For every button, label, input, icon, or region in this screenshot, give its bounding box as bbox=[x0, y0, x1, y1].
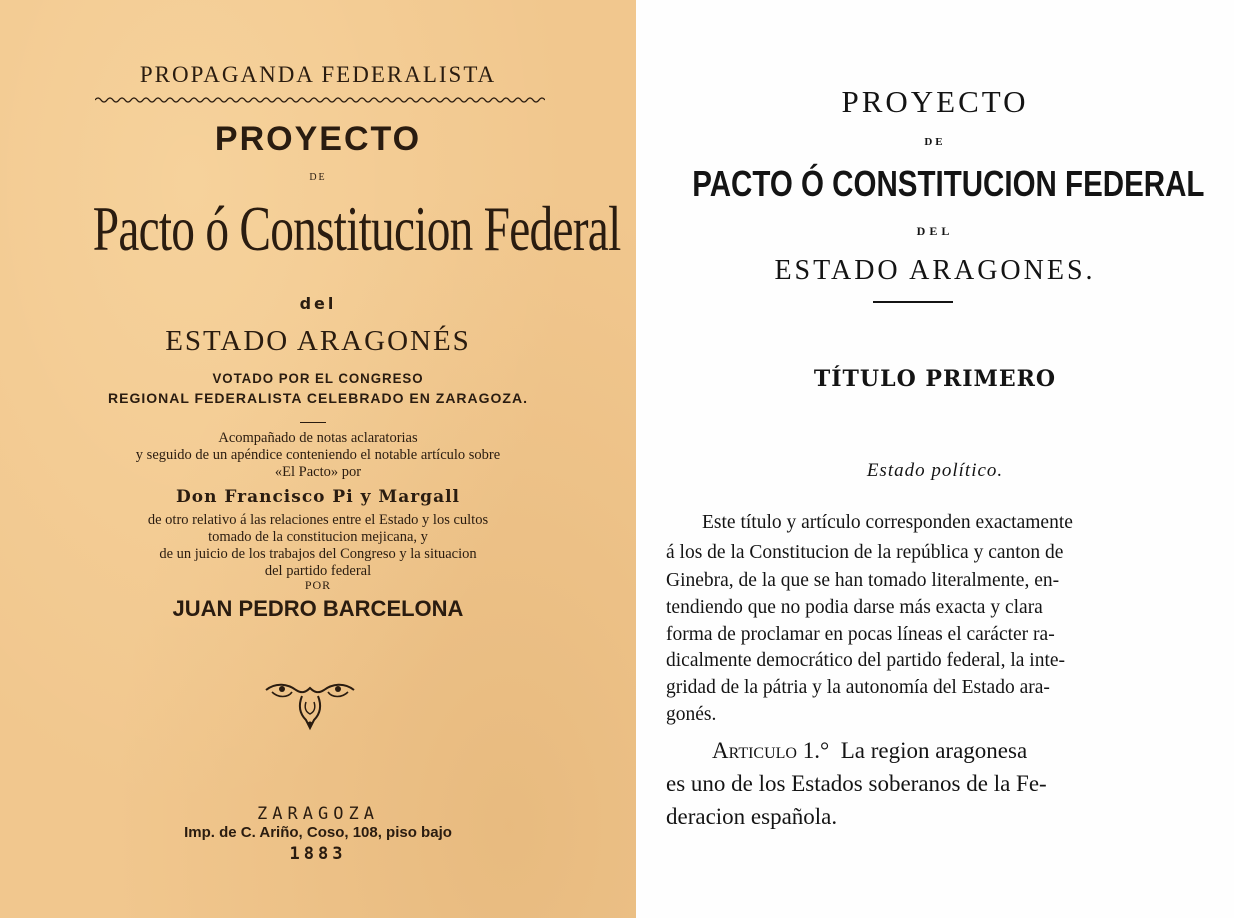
cover-year: 1883 bbox=[289, 844, 347, 864]
cover-del: del bbox=[299, 294, 337, 313]
cover-city: ZARAGOZA bbox=[257, 804, 379, 824]
cover-pacto-ref: «El Pacto» por bbox=[274, 464, 362, 480]
cover-contributor: Don Francisco Pi y Margall bbox=[175, 487, 460, 507]
cover-juicio: de un juicio de los trabajos del Congreso y la situacion bbox=[159, 546, 477, 562]
cover-votado: VOTADO POR EL CONGRESO bbox=[212, 370, 424, 386]
cover-por: POR bbox=[304, 578, 332, 592]
paragraph-line: gonés. bbox=[666, 704, 717, 725]
section-subtitle: Estado político. bbox=[866, 460, 1004, 481]
inner-estado: ESTADO ARAGONES. bbox=[774, 255, 1096, 286]
inner-page bbox=[636, 0, 1234, 918]
cover-author: JUAN PEDRO BARCELONA bbox=[172, 596, 464, 621]
article-label: Articulo bbox=[712, 738, 797, 763]
cover-otro: de otro relativo á las relaciones entre el Estado y los cultos bbox=[147, 512, 489, 528]
article-number: 1.° bbox=[802, 738, 830, 763]
inner-del: DEL bbox=[916, 224, 954, 238]
inner-proyecto: PROYECTO bbox=[841, 84, 1029, 119]
cover-seguido: y seguido de un apéndice conteniendo el notable artículo sobre bbox=[135, 447, 501, 463]
cover-main-title-text: Pacto ó Constitucion Federal bbox=[92, 193, 621, 264]
article-text: La region aragonesa bbox=[840, 738, 1028, 763]
paragraph-line: Este título y artículo corresponden exactamente bbox=[702, 512, 1073, 533]
inner-main-title bbox=[636, 163, 1234, 205]
cover-proyecto: PROYECTO bbox=[214, 120, 422, 158]
article-line: deracion española. bbox=[666, 804, 838, 829]
inner-rule bbox=[873, 301, 953, 303]
inner-de: DE bbox=[924, 136, 946, 148]
short-rule bbox=[300, 422, 326, 423]
cover-partido: del partido federal bbox=[264, 563, 372, 579]
cover-estado: ESTADO ARAGONÉS bbox=[165, 325, 471, 357]
wavy-rule bbox=[95, 96, 545, 104]
series-title: PROPAGANDA FEDERALISTA bbox=[139, 62, 497, 87]
cover-acompanado: Acompañado de notas aclaratorias bbox=[218, 430, 418, 446]
cover-de: DE bbox=[309, 172, 327, 183]
cover-tomado: tomado de la constitucion mejicana, y bbox=[208, 529, 428, 545]
ornament-icon bbox=[262, 680, 358, 732]
section-title: TÍTULO PRIMERO bbox=[813, 366, 1057, 392]
cover-regional: REGIONAL FEDERALISTA CELEBRADO EN ZARAGOZA. bbox=[108, 390, 528, 406]
paragraph-line: á los de la Constitucion de la república y canton de bbox=[666, 542, 1064, 563]
paragraph-line: dicalmente democrático del partido federal, la inte- bbox=[666, 650, 1066, 671]
paragraph-line: forma de proclamar en pocas líneas el carácter ra- bbox=[666, 624, 1055, 645]
paragraph-line: tendiendo que no podia darse más exacta y clara bbox=[666, 597, 1043, 618]
paragraph-line: Ginebra, de la que se han tomado literalmente, en- bbox=[666, 570, 1060, 591]
inner-main-title-text: PACTO Ó CONSTITUCION FEDERAL bbox=[692, 163, 1205, 204]
cover-printer: Imp. de C. Ariño, Coso, 108, piso bajo bbox=[184, 824, 452, 841]
article-line: es uno de los Estados soberanos de la Fe- bbox=[666, 771, 1047, 796]
article-line bbox=[712, 738, 1027, 764]
paragraph-line: gridad de la pátria y la autonomía del Estado ara- bbox=[666, 677, 1050, 698]
cover-main-title bbox=[0, 184, 636, 274]
